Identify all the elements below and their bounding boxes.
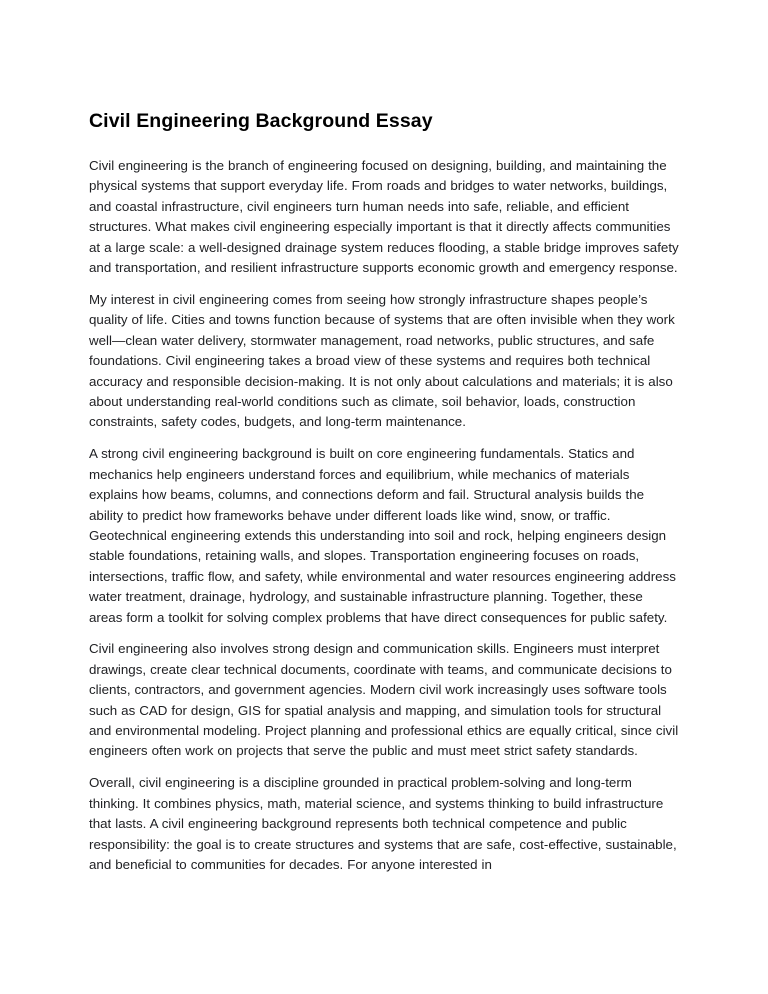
paragraph: A strong civil engineering background is built on core engineering fundamentals. Statics and mechanics help engineers understand forces and equilibrium, while mechanics of materials explains how beams, columns, and connections deform and fail. Structural analysis builds the ability to predict how frameworks behave under different loads like wind, snow, or traffic. Geotechnical engineering extends this understanding into soil and rock, helping engineers design stable foundations, retaining walls, and slopes. Transportation engineering focuses on roads, intersections, traffic flow, and safety, while environmental and water resources engineering address water treatment, drainage, hydrology, and sustainable infrastructure planning. Together, these areas form a toolkit for solving complex problems that have direct consequences for public safety. bbox=[89, 446, 676, 625]
paragraph: My interest in civil engineering comes from seeing how strongly infrastructure shapes people’s quality of life. Cities and towns function because of systems that are often invisible when they work well—clean water delivery, stormwater management, road networks, public structures, and safe foundations. Civil engineering takes a broad view of these systems and requires both technical accuracy and responsible decision-making. It is not only about calculations and materials; it is also about understanding real-world conditions such as climate, soil behavior, loads, construction constraints, safety codes, budgets, and long-term maintenance. bbox=[89, 291, 675, 430]
paragraph: Overall, civil engineering is a discipline grounded in practical problem-solving and long-term thinking. It combines physics, math, material science, and systems thinking to build infrastructure that lasts. A civil engineering background represents both technical competence and public responsibility: the goal is to create structures and systems that are safe, cost-effective, sustainable, and beneficial to communities for decades. For anyone interested in bbox=[89, 775, 677, 872]
paragraph: Civil engineering also involves strong design and communication skills. Engineers must interpret drawings, create clear technical documents, coordinate with teams, and communicate decisions to clients, contractors, and government agencies. Modern civil work increasingly uses software tools such as CAD for design, GIS for spatial analysis and mapping, and simulation tools for structural and environmental modeling. Project planning and professional ethics are equally critical, since civil engineers often work on projects that serve the public and must meet strict safety standards. bbox=[89, 641, 679, 759]
paragraph: Civil engineering is the branch of engineering focused on designing, building, and maintaining the physical systems that support everyday life. From roads and bridges to water networks, buildings, and coastal infrastructure, civil engineers turn human needs into safe, reliable, and efficient structures. What makes civil engineering especially important is that it directly affects communities at a large scale: a well-designed drainage system reduces flooding, a stable bridge improves safety and transportation, and resilient infrastructure supports economic growth and emergency response. bbox=[89, 158, 679, 276]
document-body bbox=[89, 108, 679, 875]
page-title: Civil Engineering Background Essay bbox=[89, 110, 433, 132]
